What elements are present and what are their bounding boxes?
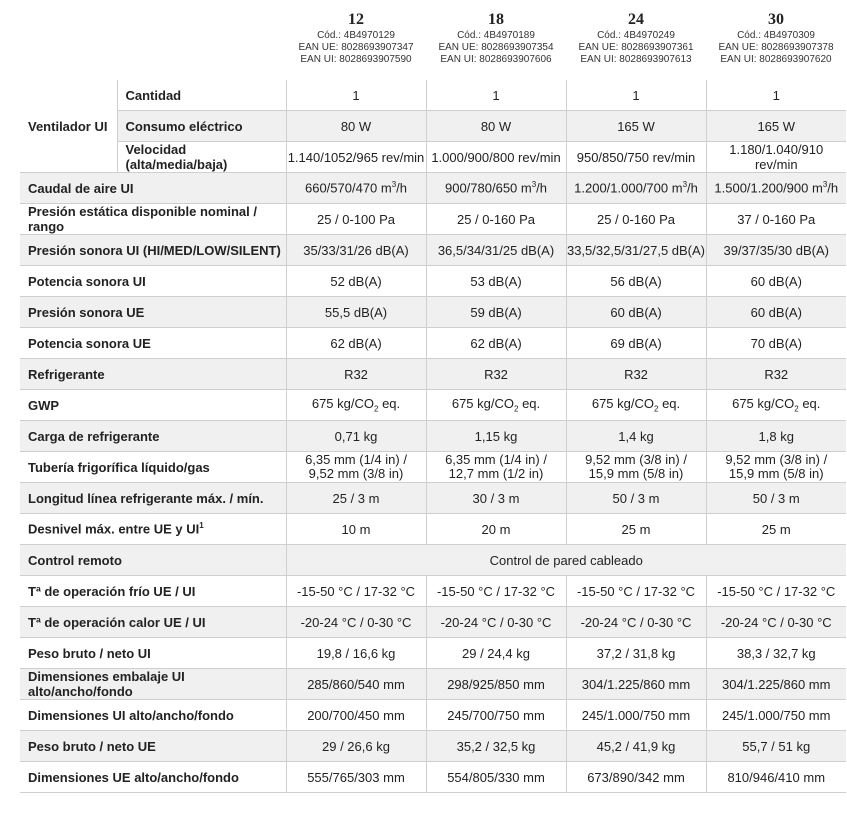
table-row — [20, 80, 846, 111]
cell-value — [566, 173, 706, 204]
cell-value: 1.180/1.040/910 rev/min — [706, 142, 846, 173]
cell-value: 200/700/450 mm — [286, 700, 426, 731]
cell-value: -15-50 °C / 17-32 °C — [706, 576, 846, 607]
unit-superscript: 3 — [682, 180, 688, 190]
table-row — [20, 638, 846, 669]
row-label: Presión estática disponible nominal / rango — [20, 204, 286, 235]
pipe-line: 15,9 mm (5/8 in) — [728, 466, 824, 481]
model-header — [286, 8, 846, 80]
table-row — [20, 669, 846, 700]
table-row — [20, 483, 846, 514]
cell-value: 555/765/303 mm — [286, 762, 426, 793]
model-ean-ui: EAN UI: 8028693907606 — [440, 54, 552, 65]
pipe-line: 6,35 mm (1/4 in) / — [305, 452, 407, 467]
cell-value: 245/1.000/750 mm — [566, 700, 706, 731]
gwp-subscript: 2 — [374, 404, 379, 414]
table-row — [20, 452, 846, 483]
cell-value: 25 / 0-100 Pa — [286, 204, 426, 235]
model-column-header — [286, 8, 426, 80]
row-label: GWP — [20, 390, 286, 421]
model-column-header — [426, 8, 566, 80]
table-row — [20, 111, 846, 142]
row-label: Cantidad — [117, 80, 286, 111]
unit-suffix: /h — [536, 180, 548, 196]
model-ean-ue: EAN UE: 8028693907378 — [718, 42, 834, 53]
model-code: Cód.: 4B4970189 — [457, 30, 535, 41]
row-label: Control remoto — [20, 545, 286, 576]
cell-value: 53 dB(A) — [426, 266, 566, 297]
cell-value: 165 W — [706, 111, 846, 142]
gwp-suffix: eq. — [798, 396, 821, 412]
cell-value: 36,5/34/31/25 dB(A) — [426, 235, 566, 266]
airflow-value: 900/780/650 m — [444, 180, 532, 196]
cell-value: -20-24 °C / 0-30 °C — [566, 607, 706, 638]
table-row — [20, 173, 846, 204]
row-label: Peso bruto / neto UE — [20, 731, 286, 762]
cell-value: Control de pared cableado — [286, 545, 846, 576]
row-label — [20, 514, 286, 545]
cell-value: 50 / 3 m — [566, 483, 706, 514]
cell-value: 304/1.225/860 mm — [706, 669, 846, 700]
cell-value: 30 / 3 m — [426, 483, 566, 514]
cell-value — [286, 452, 426, 483]
cell-value: 25 m — [706, 514, 846, 545]
cell-value: 10 m — [286, 514, 426, 545]
cell-value: 20 m — [426, 514, 566, 545]
table-row — [20, 266, 846, 297]
unit-suffix: /h — [396, 180, 408, 196]
model-number: 30 — [768, 11, 784, 28]
cell-value: 33,5/32,5/31/27,5 dB(A) — [566, 235, 706, 266]
row-label: Carga de refrigerante — [20, 421, 286, 452]
gwp-prefix: 675 kg/CO — [311, 396, 374, 412]
cell-value — [426, 452, 566, 483]
gwp-suffix: eq. — [658, 396, 681, 412]
cell-value: 245/1.000/750 mm — [706, 700, 846, 731]
cell-value: 80 W — [286, 111, 426, 142]
row-label: Dimensiones UI alto/ancho/fondo — [20, 700, 286, 731]
model-number: 24 — [628, 11, 644, 28]
cell-value: 37 / 0-160 Pa — [706, 204, 846, 235]
cell-value: 298/925/850 mm — [426, 669, 566, 700]
cell-value — [426, 173, 566, 204]
gwp-prefix: 675 kg/CO — [451, 396, 514, 412]
cell-value: 80 W — [426, 111, 566, 142]
cell-value: 35/33/31/26 dB(A) — [286, 235, 426, 266]
cell-value: 810/946/410 mm — [706, 762, 846, 793]
gwp-subscript: 2 — [654, 404, 659, 414]
table-row — [20, 545, 846, 576]
model-code: Cód.: 4B4970249 — [597, 30, 675, 41]
table-row — [20, 359, 846, 390]
spec-table-body — [20, 80, 846, 793]
cell-value: R32 — [706, 359, 846, 390]
row-label: Dimensiones UE alto/ancho/fondo — [20, 762, 286, 793]
unit-superscript: 3 — [391, 180, 397, 190]
model-ean-ue: EAN UE: 8028693907347 — [298, 42, 414, 53]
gwp-subscript: 2 — [514, 404, 519, 414]
gwp-subscript: 2 — [794, 404, 799, 414]
model-column-header — [706, 8, 846, 80]
cell-value: 950/850/750 rev/min — [566, 142, 706, 173]
model-code: Cód.: 4B4970129 — [317, 30, 395, 41]
cell-value: -15-50 °C / 17-32 °C — [286, 576, 426, 607]
cell-value: 0,71 kg — [286, 421, 426, 452]
table-row — [20, 514, 846, 545]
table-row — [20, 297, 846, 328]
pipe-line: 9,52 mm (3/8 in) / — [585, 452, 687, 467]
cell-value: 37,2 / 31,8 kg — [566, 638, 706, 669]
gwp-prefix: 675 kg/CO — [591, 396, 654, 412]
model-number: 12 — [348, 11, 364, 28]
row-label: Consumo eléctrico — [117, 111, 286, 142]
cell-value — [706, 173, 846, 204]
row-label: Velocidad (alta/media/baja) — [117, 142, 286, 173]
cell-value: 1 — [566, 80, 706, 111]
cell-value: 55,7 / 51 kg — [706, 731, 846, 762]
table-row — [20, 328, 846, 359]
cell-value: -20-24 °C / 0-30 °C — [286, 607, 426, 638]
gwp-prefix: 675 kg/CO — [732, 396, 795, 412]
model-ean-ue: EAN UE: 8028693907354 — [438, 42, 554, 53]
table-row — [20, 731, 846, 762]
cell-value — [286, 390, 426, 421]
cell-value: -15-50 °C / 17-32 °C — [426, 576, 566, 607]
cell-value: 1 — [426, 80, 566, 111]
table-row — [20, 142, 846, 173]
table-row — [20, 421, 846, 452]
table-row — [20, 762, 846, 793]
cell-value: 70 dB(A) — [706, 328, 846, 359]
table-row — [20, 235, 846, 266]
cell-value: R32 — [286, 359, 426, 390]
cell-value: 38,3 / 32,7 kg — [706, 638, 846, 669]
cell-value: 52 dB(A) — [286, 266, 426, 297]
cell-value — [426, 390, 566, 421]
cell-value: 1.140/1052/965 rev/min — [286, 142, 426, 173]
cell-value — [566, 452, 706, 483]
airflow-value: 1.500/1.200/900 m — [714, 180, 823, 196]
model-ean-ui: EAN UI: 8028693907613 — [580, 54, 692, 65]
row-label: Longitud línea refrigerante máx. / mín. — [20, 483, 286, 514]
gwp-suffix: eq. — [518, 396, 541, 412]
row-label: Dimensiones embalaje UI alto/ancho/fondo — [20, 669, 286, 700]
cell-value: 55,5 dB(A) — [286, 297, 426, 328]
table-row — [20, 204, 846, 235]
model-ean-ui: EAN UI: 8028693907590 — [300, 54, 412, 65]
cell-value: 19,8 / 16,6 kg — [286, 638, 426, 669]
unit-superscript: 3 — [531, 180, 537, 190]
pipe-line: 12,7 mm (1/2 in) — [448, 466, 544, 481]
cell-value: 304/1.225/860 mm — [566, 669, 706, 700]
cell-value: 25 / 3 m — [286, 483, 426, 514]
cell-value — [706, 390, 846, 421]
table-row — [20, 390, 846, 421]
cell-value: 1,8 kg — [706, 421, 846, 452]
cell-value: 45,2 / 41,9 kg — [566, 731, 706, 762]
unit-suffix: /h — [827, 180, 839, 196]
row-label: Tubería frigorífica líquido/gas — [20, 452, 286, 483]
table-row — [20, 607, 846, 638]
label-text: Desnivel máx. entre UE y UI — [28, 521, 200, 537]
cell-value: 60 dB(A) — [706, 266, 846, 297]
model-ean-ue: EAN UE: 8028693907361 — [578, 42, 694, 53]
cell-value: 1,15 kg — [426, 421, 566, 452]
spec-table — [20, 80, 846, 793]
cell-value: 50 / 3 m — [706, 483, 846, 514]
row-label: Presión sonora UE — [20, 297, 286, 328]
cell-value: 56 dB(A) — [566, 266, 706, 297]
cell-value: 285/860/540 mm — [286, 669, 426, 700]
row-label: Caudal de aire UI — [20, 173, 286, 204]
cell-value: 29 / 26,6 kg — [286, 731, 426, 762]
cell-value: 35,2 / 32,5 kg — [426, 731, 566, 762]
footnote-marker: 1 — [199, 521, 204, 531]
cell-value: 25 / 0-160 Pa — [566, 204, 706, 235]
cell-value: 25 / 0-160 Pa — [426, 204, 566, 235]
cell-value: 62 dB(A) — [426, 328, 566, 359]
pipe-line: 15,9 mm (5/8 in) — [588, 466, 684, 481]
airflow-value: 660/570/470 m — [304, 180, 392, 196]
cell-value: 1.000/900/800 rev/min — [426, 142, 566, 173]
cell-value — [286, 173, 426, 204]
cell-value: 60 dB(A) — [566, 297, 706, 328]
row-label: Tª de operación frío UE / UI — [20, 576, 286, 607]
gwp-suffix: eq. — [378, 396, 401, 412]
cell-value: R32 — [566, 359, 706, 390]
pipe-line: 9,52 mm (3/8 in) / — [725, 452, 828, 467]
airflow-value: 1.200/1.000/700 m — [574, 180, 683, 196]
unit-suffix: /h — [687, 180, 698, 196]
cell-value: 25 m — [566, 514, 706, 545]
pipe-line: 6,35 mm (1/4 in) / — [445, 452, 547, 467]
cell-value: 165 W — [566, 111, 706, 142]
group-label: Ventilador UI — [20, 80, 117, 173]
cell-value: 59 dB(A) — [426, 297, 566, 328]
row-label: Tª de operación calor UE / UI — [20, 607, 286, 638]
cell-value: 69 dB(A) — [566, 328, 706, 359]
cell-value — [706, 452, 846, 483]
cell-value: 29 / 24,4 kg — [426, 638, 566, 669]
pipe-line: 9,52 mm (3/8 in) — [308, 466, 404, 481]
cell-value: R32 — [426, 359, 566, 390]
cell-value: 554/805/330 mm — [426, 762, 566, 793]
cell-value: 245/700/750 mm — [426, 700, 566, 731]
cell-value: -20-24 °C / 0-30 °C — [426, 607, 566, 638]
model-ean-ui: EAN UI: 8028693907620 — [720, 54, 832, 65]
cell-value: 1,4 kg — [566, 421, 706, 452]
model-code: Cód.: 4B4970309 — [737, 30, 815, 41]
cell-value: 1 — [286, 80, 426, 111]
row-label: Refrigerante — [20, 359, 286, 390]
unit-superscript: 3 — [822, 180, 828, 190]
cell-value: -15-50 °C / 17-32 °C — [566, 576, 706, 607]
cell-value: 39/37/35/30 dB(A) — [706, 235, 846, 266]
cell-value: -20-24 °C / 0-30 °C — [706, 607, 846, 638]
cell-value: 1 — [706, 80, 846, 111]
cell-value: 673/890/342 mm — [566, 762, 706, 793]
row-label: Presión sonora UI (HI/MED/LOW/SILENT) — [20, 235, 286, 266]
model-column-header — [566, 8, 706, 80]
cell-value — [566, 390, 706, 421]
cell-value: 60 dB(A) — [706, 297, 846, 328]
model-number: 18 — [488, 11, 504, 28]
cell-value: 62 dB(A) — [286, 328, 426, 359]
row-label: Peso bruto / neto UI — [20, 638, 286, 669]
table-row — [20, 700, 846, 731]
row-label: Potencia sonora UI — [20, 266, 286, 297]
row-label: Potencia sonora UE — [20, 328, 286, 359]
table-row — [20, 576, 846, 607]
